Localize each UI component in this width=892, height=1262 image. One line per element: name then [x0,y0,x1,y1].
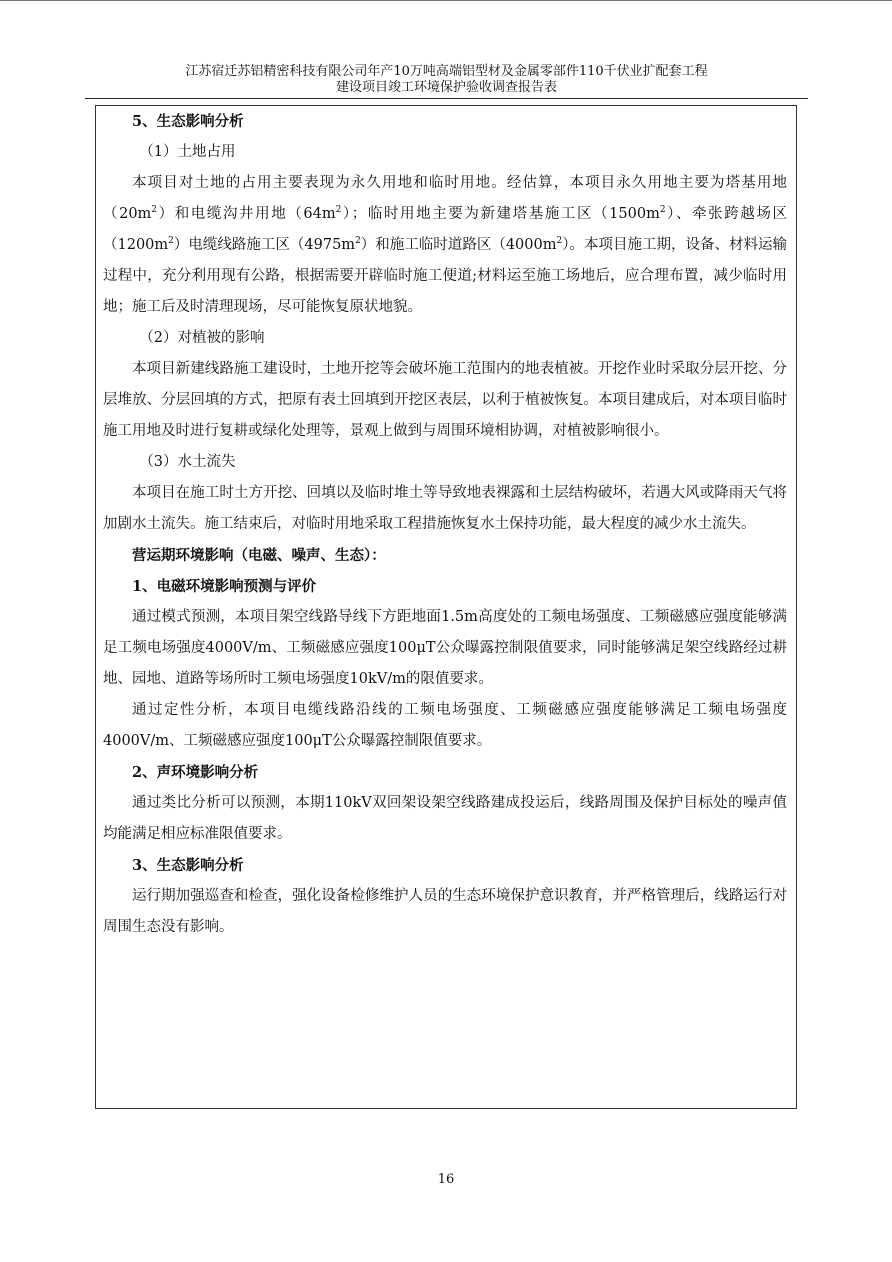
section-heading-ecology: 5、生态影响分析 [132,113,244,130]
report-content [103,106,787,943]
paragraph-land-use: 本项目对土地的占用主要表现为永久用地和临时用地。经估算，本项目永久用地主要为塔基用地$(20m^2)$和电缆沟井用地$(64m^2)$；临时用地主要为新建塔基施工区$(1500m^2)$、牵张跨越场区$(1200m^2)$电缆线路施工区$(4975m^2)$和施工临时道路区$(4000m^2)$。本项目施工期，设备、材料运输过程中，充分利用现有公路，根据需要开辟临时施工便道;材料运至施工场地后，应合理布置，减少临时用地；施工后及时清理现场，尽可能恢复原状地貌。 [103,175,788,315]
section-heading-operation: 营运期环境影响（电磁、噪声、生态）： [132,547,386,564]
page-top-edge [0,0,892,1]
header-line-1: 江苏宿迁苏铝精密科技有限公司年产10万吨高端铝型材及金属零部件110千伏业扩配套工程 [185,64,708,79]
paragraph-soil-erosion: 本项目在施工时土方开挖、回填以及临时堆土等导致地表裸露和土层结构破坏，若遇大风或降雨天气将加剧水土流失。施工结束后，对临时用地采取工程措施恢复水土保持功能，最大程度的减少水土流失。 [103,485,787,532]
section-heading-noise: 2、声环境影响分析 [132,764,259,781]
header-line-2: 建设项目竣工环境保护验收调查报告表 [335,80,557,95]
paragraph-noise: 通过类比分析可以预测，本期110kV双回架设架空线路建成投运后，线路周围及保护目标处的噪声值均能满足相应标准限值要求。 [103,795,787,842]
paragraph-ecology-operation: 运行期加强巡查和检查，强化设备检修维护人员的生态环境保护意识教育，并严格管理后，线路运行对周围生态没有影响。 [103,888,787,935]
subheading-soil-erosion: （3）水土流失 [139,454,236,470]
paragraph-vegetation: 本项目新建线路施工建设时，土地开挖等会破坏施工范围内的地表植被。开挖作业时采取分层开挖、分层堆放、分层回填的方式，把原有表土回填到开挖区表层，以利于植被恢复。本项目建成后，对本项目临时施工用地及时进行复耕或绿化处理等，景观上做到与周围环境相协调，对植被影响很小。 [103,361,787,439]
subheading-land-use: （1）土地占用 [139,144,236,160]
paragraph-electromagnetic-2: 通过定性分析，本项目电缆线路沿线的工频电场强度、工频磁感应强度能够满足工频电场强度4000V/m、工频磁感应强度100μT公众曝露控制限值要求。 [103,702,787,749]
subheading-vegetation: （2）对植被的影响 [139,330,265,346]
header-rule [85,98,808,99]
section-heading-electromagnetic: 1、电磁环境影响预测与评价 [132,578,317,595]
paragraph-electromagnetic-1: 通过模式预测，本项目架空线路导线下方距地面1.5m高度处的工频电场强度、工频磁感应强度能够满足工频电场强度4000V/m、工频磁感应强度100μT公众曝露控制限值要求，同时能够满足架空线路经过耕地、园地、道路等场所时工频电场强度10kV/m的限值要求。 [103,609,787,687]
page-number: 16 [437,1172,455,1187]
page-header [85,64,808,96]
section-heading-ecology-operation: 3、生态影响分析 [132,857,244,874]
